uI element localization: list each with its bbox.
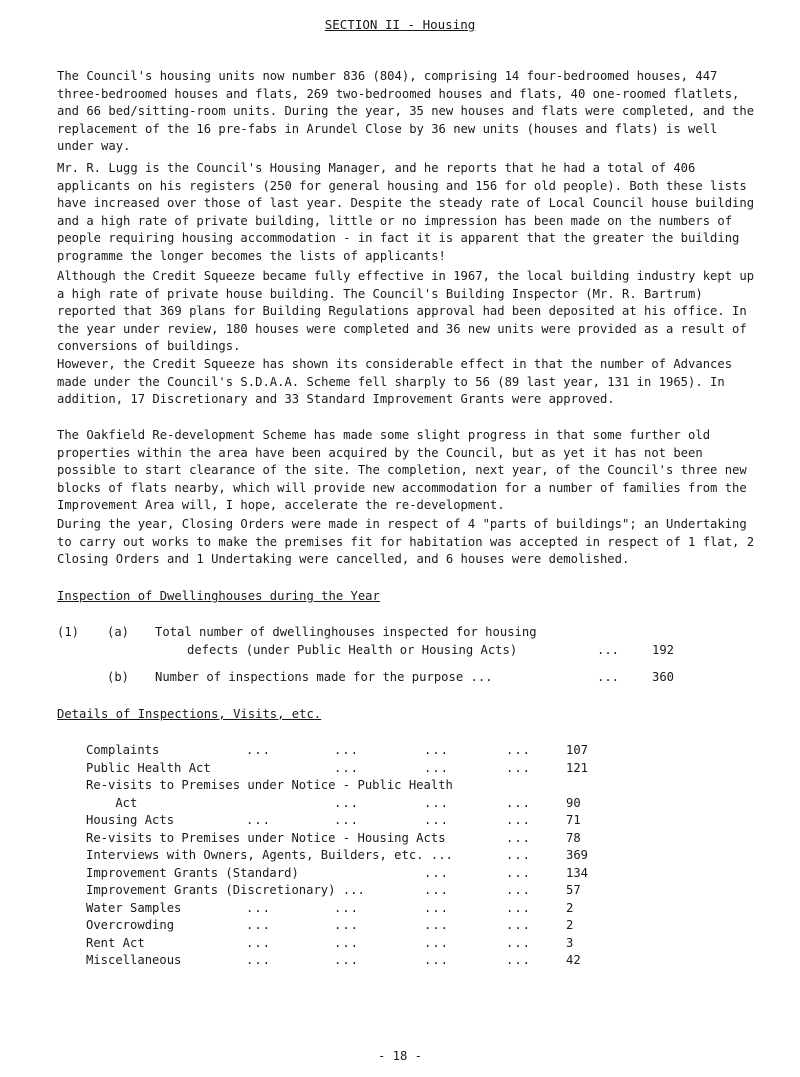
leader-dots: ... (506, 830, 532, 845)
paragraph-credit-squeeze: Although the Credit Squeeze became fully effective in 1967, the local building industry kept up a high rate of private house building. The Council's Building Inspector (Mr. R. Bartrum) reported that 369 plans for Building Regulations approval had been deposited at his office. In the year under review, 180 houses were completed and 36 new units were provided as a result of conversions of buildings. (57, 269, 755, 353)
leader-dots: ... (246, 813, 272, 827)
details-label: Overcrowding (86, 918, 175, 932)
inspection-letter-a: (a) (107, 625, 130, 639)
details-row (86, 812, 726, 830)
details-value: 90 (566, 795, 581, 810)
details-value: 3 (566, 935, 574, 950)
leader-dots: ... (506, 918, 532, 932)
details-label: Re-visits to Premises under Notice - Public Health (86, 778, 453, 792)
inspection-a-line1: Total number of dwellinghouses inspected for housing (155, 625, 537, 639)
details-label: Interviews with Owners, Agents, Builders, etc. ... (86, 848, 453, 862)
leader-dots: ... (334, 760, 360, 775)
details-table (86, 742, 726, 970)
inspection-item-a (57, 624, 757, 642)
inspection-item-b (57, 669, 757, 687)
leader-dots: ... (424, 743, 450, 757)
leader-dots: ... (334, 935, 360, 950)
leader-dots: ... (506, 743, 532, 757)
leader-dots: ... (246, 743, 272, 757)
details-value: 121 (566, 760, 589, 775)
details-label: Improvement Grants (Standard) (86, 865, 299, 880)
details-value: 57 (566, 883, 581, 897)
paragraph-housing-units: The Council's housing units now number 836 (804), comprising 14 four-bedroomed houses, 447 three-bedroomed houses and flats, 269 two-bedroomed houses and flats, 40 one-roomed flatlets, and 66 bed/sitting-room units. During the year, 35 new houses and flats were completed, and the replacement of the 16 pre-fabs in Arundel Close by 36 new units (houses and flats) is well under way. (57, 69, 755, 153)
leader-dots: ... (424, 918, 450, 932)
leader-dots: ... (424, 900, 450, 915)
inspection-a-dots: ... (597, 642, 620, 657)
details-label: Public Health Act (86, 760, 211, 775)
leader-dots: ... (246, 953, 272, 967)
leader-dots: ... (246, 918, 272, 932)
details-heading: Details of Inspections, Visits, etc. (57, 707, 322, 721)
details-value: 71 (566, 813, 581, 827)
details-row (86, 935, 726, 953)
details-row (86, 742, 726, 760)
leader-dots: ... (424, 760, 450, 775)
details-row (86, 952, 726, 970)
details-label: Housing Acts (86, 813, 175, 827)
inspection-number: (1) (57, 625, 80, 639)
leader-dots: ... (506, 795, 532, 810)
leader-dots: ... (506, 935, 532, 950)
leader-dots: ... (246, 935, 272, 950)
inspection-item-a-cont (57, 642, 757, 660)
details-value: 78 (566, 830, 581, 845)
details-value: 2 (566, 918, 574, 932)
leader-dots: ... (334, 795, 360, 810)
details-value: 134 (566, 865, 589, 880)
inspection-b-dots: ... (597, 670, 620, 684)
leader-dots: ... (424, 865, 450, 880)
details-label: Re-visits to Premises under Notice - Housing Acts (86, 830, 446, 845)
inspection-list (57, 624, 757, 687)
details-value: 107 (566, 743, 589, 757)
inspection-b-text: Number of inspections made for the purpose ... (155, 670, 493, 684)
paragraph-advances: However, the Credit Squeeze has shown its considerable effect in that the number of Advances made under the Council's S.D.A.A. Scheme fell sharply to 56 (89 last year, 131 in 1965). In addition, 17 Discretionary and 33 Standard Improvement Grants were approved. (57, 357, 733, 406)
details-label: Complaints (86, 743, 160, 757)
details-row (86, 882, 726, 900)
leader-dots: ... (334, 953, 360, 967)
inspection-letter-b: (b) (107, 670, 130, 684)
details-label: Miscellaneous (86, 953, 182, 967)
leader-dots: ... (424, 935, 450, 950)
leader-dots: ... (424, 795, 450, 810)
details-label: Improvement Grants (Discretionary) ... (86, 883, 365, 897)
leader-dots: ... (506, 865, 532, 880)
details-row (86, 795, 726, 813)
inspection-b-value: 360 (652, 670, 675, 684)
details-row (86, 777, 726, 795)
leader-dots: ... (334, 918, 360, 932)
leader-dots: ... (424, 813, 450, 827)
leader-dots: ... (506, 848, 532, 862)
details-label: Water Samples (86, 900, 182, 915)
leader-dots: ... (246, 900, 272, 915)
leader-dots: ... (506, 953, 532, 967)
leader-dots: ... (334, 743, 360, 757)
details-label: Act (86, 795, 138, 810)
inspection-heading: Inspection of Dwellinghouses during the Year (57, 589, 380, 603)
leader-dots: ... (506, 760, 532, 775)
leader-dots: ... (506, 883, 532, 897)
leader-dots: ... (506, 813, 532, 827)
leader-dots: ... (424, 953, 450, 967)
section-heading: SECTION II - Housing (324, 17, 476, 32)
inspection-a-line2: defects (under Public Health or Housing Acts) (187, 642, 518, 657)
details-row (86, 830, 726, 848)
details-row (86, 847, 726, 865)
details-row (86, 760, 726, 778)
details-row (86, 900, 726, 918)
paragraph-housing-manager: Mr. R. Lugg is the Council's Housing Manager, and he reports that he had a total of 406 applicants on his registers (250 for general housing and 156 for old people). Both these lists have increased over those of last year. Despite the steady rate of Local Council house building and a high rate of private building, little or no impression has been made on the numbers of people requiring housing accommodation - in fact it is apparent that the greater the building programme the longer becomes the lists of applicants! (57, 161, 755, 263)
details-value: 2 (566, 900, 574, 915)
details-row (86, 917, 726, 935)
inspection-a-value: 192 (652, 642, 675, 657)
details-label: Rent Act (86, 935, 145, 950)
details-value: 42 (566, 953, 581, 967)
leader-dots: ... (334, 900, 360, 915)
paragraph-closing-orders: During the year, Closing Orders were made in respect of 4 "parts of buildings"; an Undertaking to carry out works to make the premises fit for habitation was accepted in respect of 1 flat, 2 Closing Orders and 1 Undertaking were cancelled, and 6 houses were demolished. (57, 517, 755, 566)
paragraph-oakfield: The Oakfield Re-development Scheme has made some slight progress in that some further old properties within the area have been acquired by the Council, but as yet it has not been possible to start clearance of the site. The completion, next year, of the Council's three new blocks of flats nearby, which will provide new accommodation for a number of families from the Improvement Area will, I hope, accelerate the re-development. (57, 428, 747, 512)
leader-dots: ... (506, 900, 532, 915)
leader-dots: ... (424, 883, 450, 897)
details-row (86, 865, 726, 883)
leader-dots: ... (334, 813, 360, 827)
details-value: 369 (566, 848, 589, 862)
page-number: - 18 - (377, 1049, 423, 1063)
